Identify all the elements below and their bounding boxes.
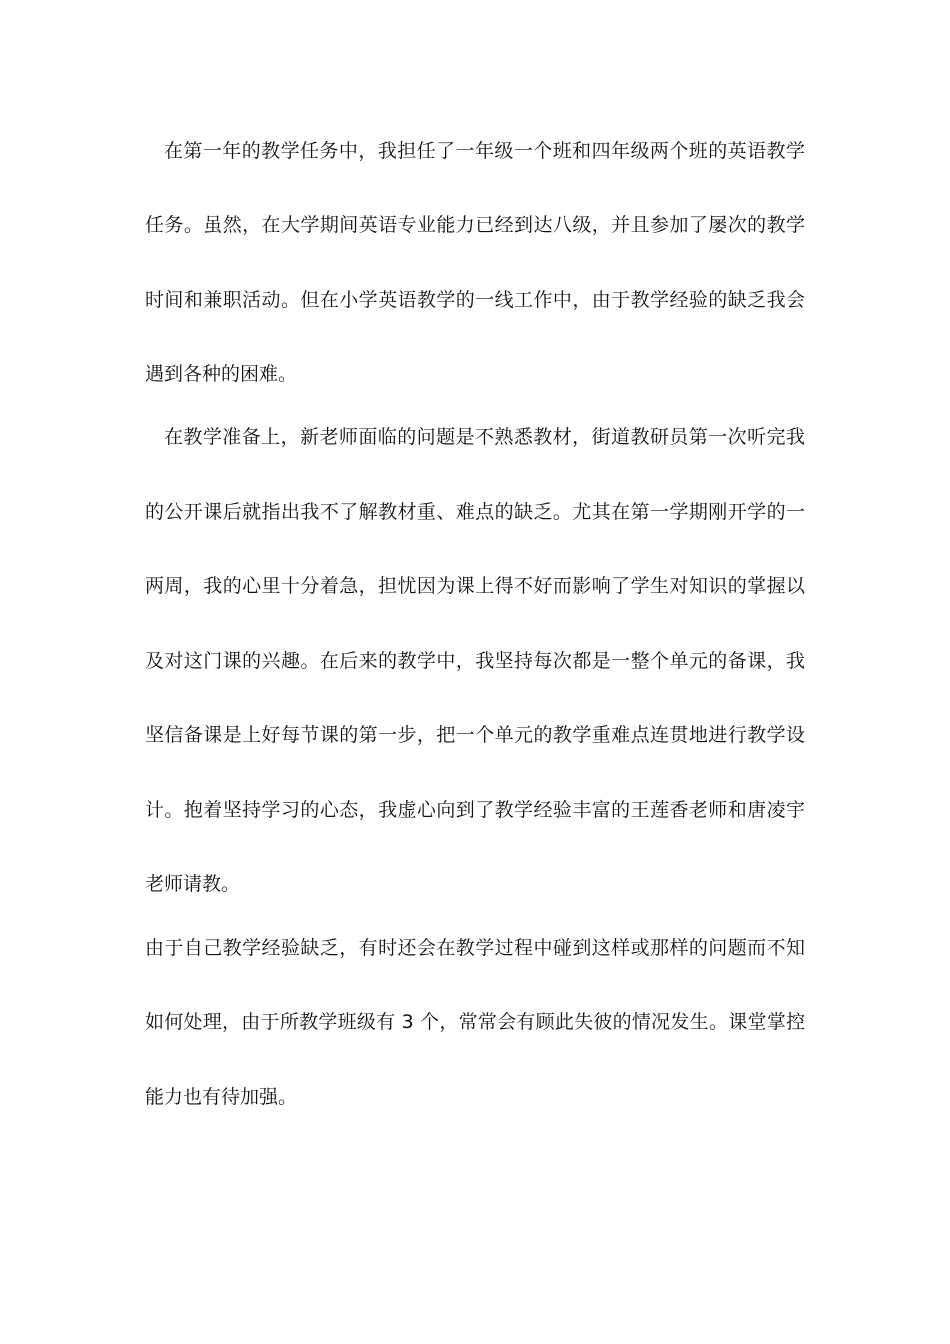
- paragraph-2-line-5: 坚信备课是上好每节课的第一步，把一个单元的教学重难点连贯地进行教学设: [145, 724, 805, 746]
- paragraph-2-line-7: 老师请教。: [145, 873, 241, 895]
- paragraph-2-line-3: 两周，我的心里十分着急，担忧因为课上得不好而影响了学生对知识的掌握以: [145, 575, 805, 597]
- paragraph-3-line-1: 由于自己教学经验缺乏，有时还会在教学过程中碰到这样或那样的问题而不知: [145, 937, 805, 959]
- paragraph-1-line-4: 遇到各种的困难。: [145, 363, 298, 385]
- paragraph-1-line-2: 任务。虽然，在大学期间英语专业能力已经到达八级，并且参加了屡次的教学: [145, 214, 805, 236]
- paragraph-2-line-1: 在教学准备上，新老师面临的问题是不熟悉教材，街道教研员第一次听完我: [164, 426, 805, 448]
- paragraph-1-line-1: 在第一年的教学任务中，我担任了一年级一个班和四年级两个班的英语教学: [164, 140, 805, 162]
- paragraph-3-line-2: 如何处理，由于所教学班级有 3 个，常常会有顾此失彼的情况发生。课堂掌控: [145, 1011, 805, 1033]
- paragraph-2-line-6: 计。抱着坚持学习的心态，我虚心向到了教学经验丰富的王莲香老师和唐凌宇: [145, 799, 805, 821]
- paragraph-1-line-3: 时间和兼职活动。但在小学英语教学的一线工作中，由于教学经验的缺乏我会: [145, 289, 805, 311]
- paragraph-2-line-2: 的公开课后就指出我不了解教材重、难点的缺乏。尤其在第一学期刚开学的一: [145, 501, 805, 523]
- paragraph-3-line-3: 能力也有待加强。: [145, 1086, 298, 1108]
- paragraph-2-line-4: 及对这门课的兴趣。在后来的教学中，我坚持每次都是一整个单元的备课，我: [145, 650, 805, 672]
